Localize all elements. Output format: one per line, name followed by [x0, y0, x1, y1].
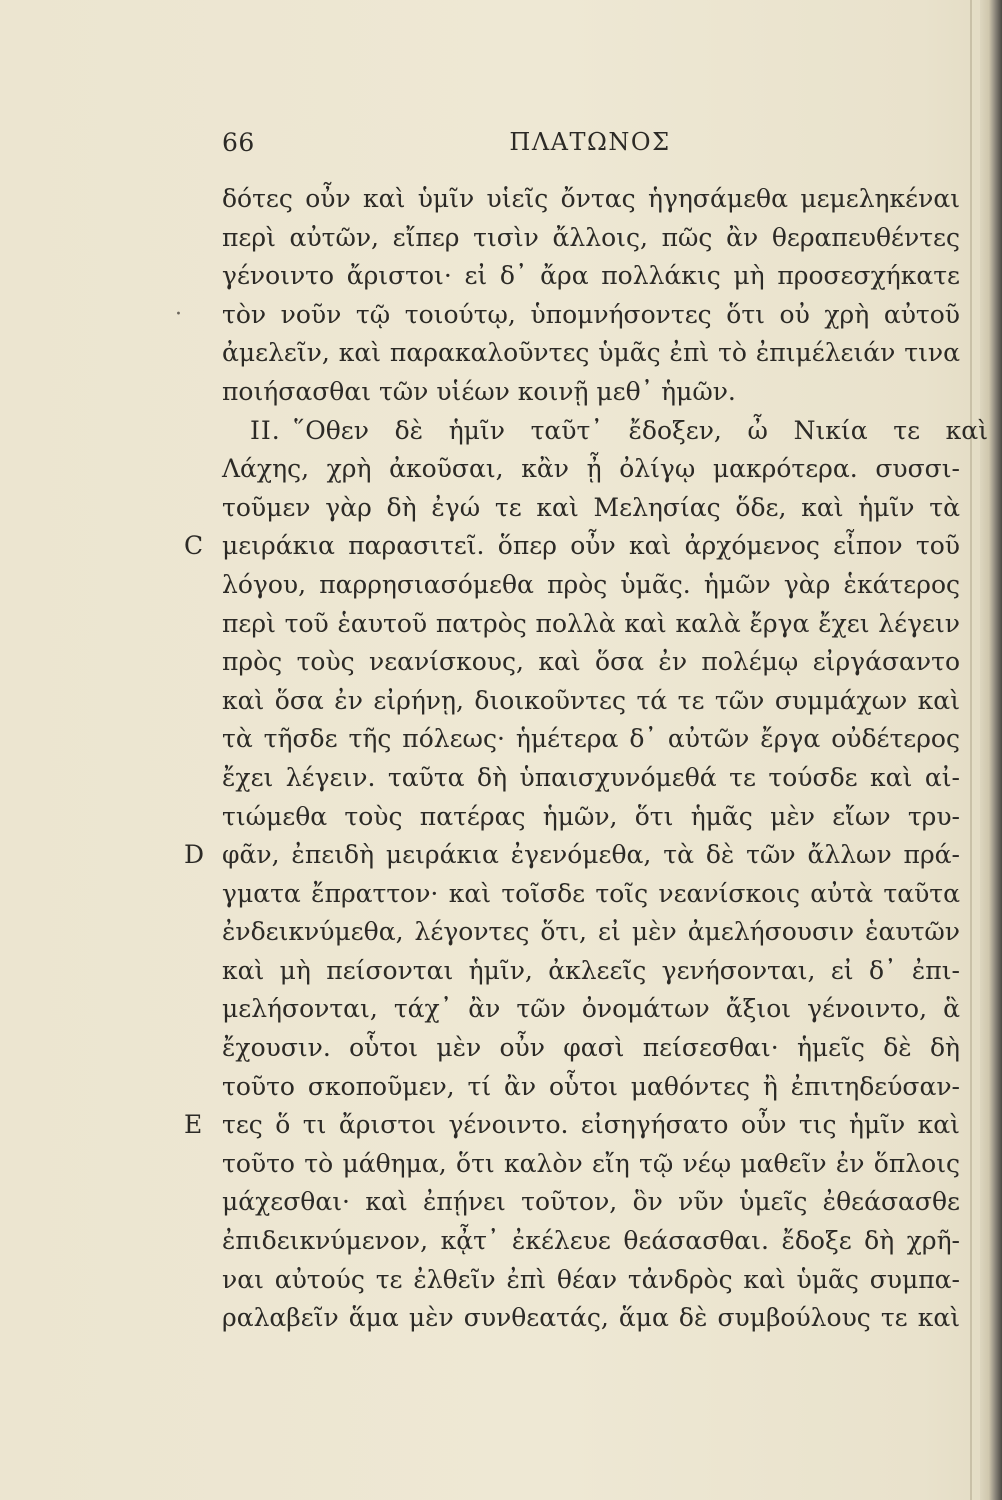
text-line [222, 1068, 960, 1107]
line-text: μελήσονται, τάχ᾽ ἂν τῶν ὀνομάτων ἄξιοι γένοιντο, ἃ [222, 994, 960, 1024]
line-text: Λάχης, χρὴ ἀκοῦσαι, κἂν ᾖ ὀλίγῳ μακρότερα. συσσι- [222, 454, 960, 484]
text-line [222, 798, 960, 837]
line-text: περὶ αὐτῶν, εἴπερ τισὶν ἄλλοις, πῶς ἂν θεραπευθέντες [222, 222, 960, 252]
text-line [222, 1261, 960, 1300]
text-line [184, 836, 960, 875]
gutter-shadow-line [970, 0, 972, 1500]
greek-text-body [175, 180, 988, 1338]
margin-section-letter: C [184, 531, 204, 561]
text-line [222, 180, 960, 219]
line-text: τοῦτο τὸ μάθημα, ὅτι καλὸν εἴη τῷ νέῳ μαθεῖν ἐν ὅπλοις [222, 1148, 960, 1178]
line-text: φᾶν, ἐπειδὴ μειράκια ἐγενόμεθα, τὰ δὲ τῶν ἄλλων πρά- [222, 840, 960, 870]
line-text: περὶ τοῦ ἑαυτοῦ πατρὸς πολλὰ καὶ καλὰ ἔργα ἔχει λέγειν [222, 608, 960, 638]
line-text: μειράκια παρασιτεῖ. ὅπερ οὖν καὶ ἀρχόμενος εἶπον τοῦ [222, 531, 960, 561]
text-line [222, 913, 960, 952]
line-text: γένοιντο ἄριστοι· εἰ δ᾽ ἄρα πολλάκις μὴ προσεσχήκατε [222, 261, 960, 291]
line-text: γματα ἔπραττον· καὶ τοῖσδε τοῖς νεανίσκοις αὐτὰ ταῦτα [222, 878, 960, 908]
line-text: τοῦτο σκοποῦμεν, τί ἂν οὗτοι μαθόντες ἢ ἐπιτηδεύσαν- [222, 1071, 960, 1101]
line-text: ραλαβεῖν ἅμα μὲν συνθεατάς, ἅμα δὲ συμβούλους τε καὶ [222, 1303, 960, 1333]
line-text: πρὸς τοὺς νεανίσκους, καὶ ὅσα ἐν πολέμῳ εἰργάσαντο [222, 647, 960, 677]
margin-section-letter: D [184, 840, 205, 870]
text-line [222, 1299, 960, 1338]
text-line [222, 1222, 960, 1261]
margin-mark: · [175, 301, 182, 327]
line-text: λόγου, παρρησιασόμεθα πρὸς ὑμᾶς. ἡμῶν γὰρ ἑκάτερος [222, 569, 960, 599]
section-number: ΙΙ. [250, 415, 281, 445]
text-line [222, 682, 960, 721]
text-line [222, 605, 960, 644]
text-line [222, 219, 960, 258]
line-text: καὶ ὅσα ἐν εἰρήνῃ, διοικοῦντες τά τε τῶν συμμάχων καὶ [222, 685, 960, 715]
line-text [222, 412, 988, 451]
line-text: ἔχει λέγειν. ταῦτα δὴ ὑπαισχυνόμεθά τε τούσδε καὶ αἰ- [222, 762, 960, 792]
line-text: ναι αὐτούς τε ἐλθεῖν ἐπὶ θέαν τἀνδρὸς καὶ ὑμᾶς συμπα- [222, 1264, 960, 1294]
line-text: ἐνδεικνύμεθα, λέγοντες ὅτι, εἰ μὲν ἀμελήσουσιν ἑαυτῶν [222, 917, 960, 947]
line-text: τες ὅ τι ἄριστοι γένοιντο. εἰσηγήσατο οὖν τις ἡμῖν καὶ [222, 1110, 960, 1140]
text-line [222, 1183, 960, 1222]
line-text: τὰ τῆσδε τῆς πόλεως· ἡμέτερα δ᾽ αὐτῶν ἔργα οὐδέτερος [222, 724, 960, 754]
line-content: ῞Οθεν δὲ ἡμῖν ταῦτ᾽ ἔδοξεν, ὦ Νικία τε καὶ [292, 415, 988, 445]
text-line [184, 1106, 960, 1145]
text-line [222, 489, 960, 528]
text-line [222, 643, 960, 682]
page-number: 66 [222, 128, 255, 157]
line-text: ἀμελεῖν, καὶ παρακαλοῦντες ὑμᾶς ἐπὶ τὸ ἐπιμέλειάν τινα [222, 338, 960, 368]
line-text: ἔχουσιν. οὗτοι μὲν οὖν φασὶ πείσεσθαι· ἡμεῖς δὲ δὴ [222, 1033, 960, 1063]
text-line [184, 527, 960, 566]
running-title: ΠΛΑΤΩΝΟΣ [509, 128, 671, 156]
margin-section-letter: E [184, 1110, 203, 1140]
text-line [175, 296, 960, 335]
text-line [222, 334, 960, 373]
book-gutter [980, 0, 1002, 1500]
line-text: μάχεσθαι· καὶ ἐπῄνει τοῦτον, ὃν νῦν ὑμεῖς ἐθεάσασθε [222, 1187, 960, 1217]
line-text: τιώμεθα τοὺς πατέρας ἡμῶν, ὅτι ἡμᾶς μὲν εἴων τρυ- [222, 801, 960, 831]
text-line [222, 1029, 960, 1068]
text-line [222, 952, 960, 991]
line-text: τοῦμεν γὰρ δὴ ἐγώ τε καὶ Μελησίας ὅδε, καὶ ἡμῖν τὰ [222, 492, 960, 522]
line-text: ἐπιδεικνύμενον, κᾆτ᾽ ἐκέλευε θεάσασθαι. ἔδοξε δὴ χρῆ- [222, 1226, 960, 1256]
text-line [222, 257, 960, 296]
text-line [222, 566, 960, 605]
text-line [222, 875, 960, 914]
text-line [222, 720, 960, 759]
line-text: τὸν νοῦν τῷ τοιούτῳ, ὑπομνήσοντες ὅτι οὐ χρὴ αὐτοῦ [222, 299, 960, 329]
line-text: δότες οὖν καὶ ὑμῖν υἱεῖς ὄντας ἡγησάμεθα μεμεληκέναι [222, 184, 960, 213]
line-text: καὶ μὴ πείσονται ἡμῖν, ἀκλεεῖς γενήσονται, εἰ δ᾽ ἐπι- [222, 955, 960, 985]
text-line [222, 450, 960, 489]
text-line [222, 373, 960, 412]
text-line [222, 1145, 960, 1184]
text-line [222, 759, 960, 798]
running-header [222, 128, 958, 164]
text-line [222, 412, 988, 451]
line-text: ποιήσασθαι τῶν υἱέων κοινῇ μεθ᾽ ἡμῶν. [222, 376, 736, 406]
text-line [222, 990, 960, 1029]
